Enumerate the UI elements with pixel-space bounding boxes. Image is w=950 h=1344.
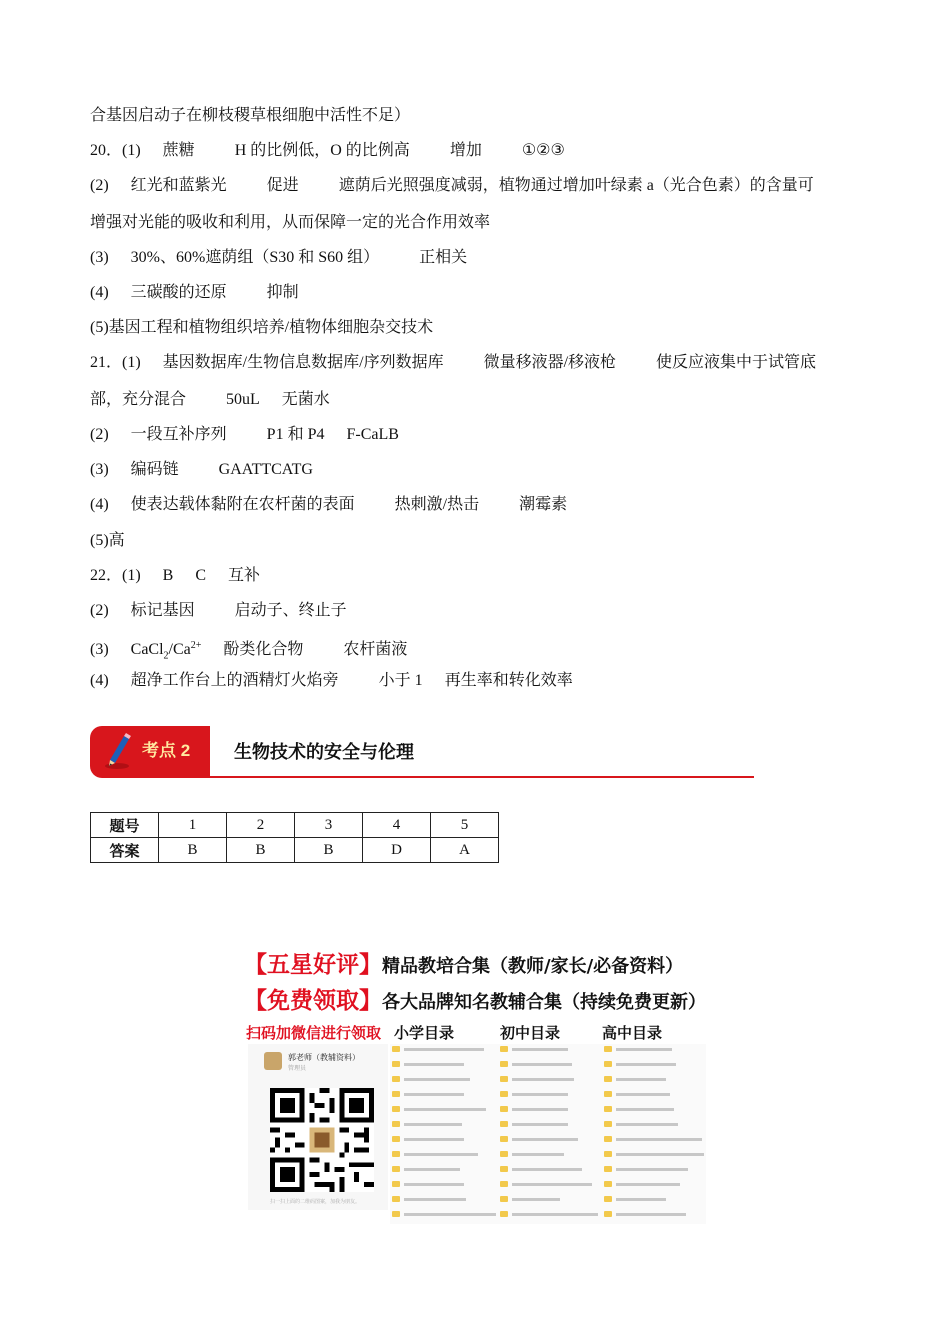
folder-icon	[392, 1076, 400, 1082]
promo-line-2: 【免费领取】各大品牌知名教辅合集（持续免费更新）	[244, 987, 706, 1014]
folder-item	[390, 1074, 510, 1086]
table-cell: 5	[431, 813, 499, 838]
folder-icon	[500, 1121, 508, 1127]
answer-line-q20-5: (5)基因工程和植物组织培养/植物体细胞杂交技术	[90, 319, 434, 336]
folder-item	[390, 1149, 510, 1161]
folder-icon	[604, 1091, 612, 1097]
qr-code-icon	[270, 1088, 374, 1192]
folder-item	[498, 1209, 602, 1221]
section-title: 生物技术的安全与伦理	[234, 742, 414, 762]
folder-item	[602, 1134, 706, 1146]
folder-item	[602, 1074, 706, 1086]
table-cell: 1	[159, 813, 227, 838]
folder-icon	[392, 1151, 400, 1157]
folder-icon	[392, 1181, 400, 1187]
answer-line-q21-cont: 部，充分混合 50uL 无菌水	[90, 391, 330, 408]
qr-name: 郭老师（教辅资料）	[288, 1053, 360, 1062]
folder-item	[602, 1089, 706, 1101]
table-cell: 4	[363, 813, 431, 838]
answer-line-q22: 22．(1) B C 互补	[90, 567, 261, 584]
folder-item	[602, 1194, 706, 1206]
promo-col-primary: 小学目录	[394, 1024, 455, 1042]
folder-list-middle	[498, 1044, 602, 1224]
folder-item	[602, 1179, 706, 1191]
folder-item	[498, 1059, 602, 1071]
folder-item	[498, 1194, 602, 1206]
folder-item	[498, 1119, 602, 1131]
folder-item	[390, 1044, 510, 1056]
folder-item	[498, 1149, 602, 1161]
table-row	[91, 838, 499, 863]
table-cell: B	[295, 838, 363, 863]
folder-item	[498, 1089, 602, 1101]
folder-item	[498, 1104, 602, 1116]
folder-icon	[604, 1106, 612, 1112]
answer-line-q22-4: (4) 超净工作台上的酒精灯火焰旁 小于 1 再生率和转化效率	[90, 672, 573, 689]
answer-line-q21-3: (3) 编码链 GAATTCATG	[90, 461, 313, 478]
table-row-header: 答案	[91, 838, 159, 863]
table-cell: B	[159, 838, 227, 863]
folder-icon	[500, 1166, 508, 1172]
qr-caption: 扫一扫上面的二维码图案，加我为朋友。	[270, 1199, 361, 1205]
promo-col-middle: 初中目录	[500, 1024, 561, 1042]
table-cell: 3	[295, 813, 363, 838]
folder-item	[390, 1119, 510, 1131]
folder-icon	[500, 1211, 508, 1217]
folder-icon	[392, 1091, 400, 1097]
folder-icon	[392, 1211, 400, 1217]
folder-icon	[500, 1196, 508, 1202]
qr-subtitle: 管理员	[288, 1065, 307, 1072]
folder-icon	[392, 1106, 400, 1112]
answer-line-q20-4: (4) 三碳酸的还原 抑制	[90, 284, 299, 301]
folder-icon	[500, 1091, 508, 1097]
folder-icon	[604, 1181, 612, 1187]
promo-col-high: 高中目录	[602, 1024, 663, 1042]
folder-item	[390, 1104, 510, 1116]
folder-item	[602, 1059, 706, 1071]
answer-line-q20-3: (3) 30%、60%遮荫组（S30 和 S60 组） 正相关	[90, 249, 468, 266]
folder-item	[390, 1179, 510, 1191]
folder-item	[602, 1209, 706, 1221]
section-badge-label: 考点 2	[142, 741, 191, 760]
answer-line-q21-2: (2) 一段互补序列 P1 和 P4 F-CaLB	[90, 426, 399, 443]
promo-line-1: 【五星好评】精品教培合集（教师/家长/必备资料）	[244, 951, 684, 978]
table-row-header: 题号	[91, 813, 159, 838]
answer-line-q20-2: (2) 红光和蓝紫光 促进 遮荫后光照强度减弱，植物通过增加叶绿素 a（光合色素）的含量可	[90, 177, 814, 194]
answer-line-q20: 20．(1) 蔗糖 H 的比例低，O 的比例高 增加 ①②③	[90, 142, 565, 159]
section-header	[90, 726, 754, 782]
folder-icon	[500, 1106, 508, 1112]
folder-icon	[392, 1136, 400, 1142]
folder-icon	[604, 1121, 612, 1127]
table-cell: D	[363, 838, 431, 863]
folder-icon	[604, 1061, 612, 1067]
folder-item	[390, 1194, 510, 1206]
folder-icon	[392, 1166, 400, 1172]
answer-line-q22-2: (2) 标记基因 启动子、终止子	[90, 602, 347, 619]
folder-icon	[500, 1076, 508, 1082]
folder-icon	[500, 1136, 508, 1142]
folder-icon	[604, 1046, 612, 1052]
folder-item	[602, 1104, 706, 1116]
folder-item	[390, 1059, 510, 1071]
answer-line-q20-2-cont: 增强对光能的吸收和利用，从而保障一定的光合作用效率	[90, 214, 491, 231]
folder-item	[390, 1134, 510, 1146]
table-cell: A	[431, 838, 499, 863]
folder-item	[498, 1044, 602, 1056]
folder-item	[498, 1074, 602, 1086]
folder-item	[602, 1119, 706, 1131]
folder-item	[390, 1164, 510, 1176]
folder-icon	[604, 1136, 612, 1142]
qr-card	[248, 1044, 388, 1210]
folder-icon	[604, 1166, 612, 1172]
folder-icon	[500, 1151, 508, 1157]
answer-line: 合基因启动子在柳枝稷草根细胞中活性不足）	[90, 107, 411, 124]
folder-icon	[392, 1196, 400, 1202]
folder-item	[498, 1164, 602, 1176]
folder-list-primary	[390, 1044, 510, 1224]
folder-item	[390, 1089, 510, 1101]
answer-table	[90, 812, 499, 863]
promo-scan-text: 扫码加微信进行领取	[246, 1024, 382, 1042]
folder-item	[498, 1179, 602, 1191]
folder-icon	[392, 1061, 400, 1067]
folder-icon	[500, 1061, 508, 1067]
table-cell: B	[227, 838, 295, 863]
folder-item	[602, 1149, 706, 1161]
answer-line-q22-3: (3) $CaCl_2/Ca^{2+}$ 酚类化合物 农杆菌液	[90, 640, 408, 662]
answer-line-q21: 21．(1) 基因数据库/生物信息数据库/序列数据库 微量移液器/移液枪 使反应液集中于试管底	[90, 354, 817, 371]
pencil-icon	[102, 730, 132, 770]
table-row	[91, 813, 499, 838]
folder-item	[390, 1209, 510, 1221]
folder-icon	[604, 1196, 612, 1202]
folder-icon	[500, 1046, 508, 1052]
folder-icon	[392, 1046, 400, 1052]
folder-icon	[392, 1121, 400, 1127]
folder-item	[602, 1044, 706, 1056]
answer-line-q21-4: (4) 使表达载体黏附在农杆菌的表面 热刺激/热击 潮霉素	[90, 496, 568, 513]
folder-list-high	[602, 1044, 706, 1224]
promo-banner[interactable]	[244, 944, 710, 1212]
folder-icon	[604, 1151, 612, 1157]
folder-icon	[604, 1076, 612, 1082]
folder-item	[602, 1164, 706, 1176]
answer-line-q21-5: (5)高	[90, 532, 125, 549]
folder-item	[498, 1134, 602, 1146]
folder-icon	[500, 1181, 508, 1187]
avatar	[264, 1052, 282, 1070]
section-divider	[200, 776, 754, 778]
folder-icon	[604, 1211, 612, 1217]
table-cell: 2	[227, 813, 295, 838]
